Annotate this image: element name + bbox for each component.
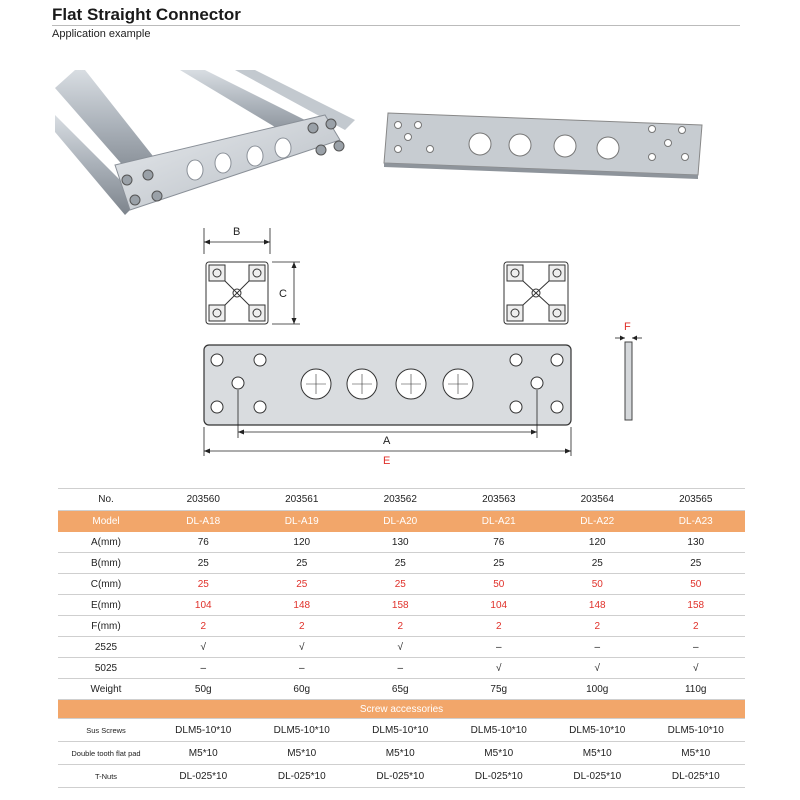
row-label: Sus Screws xyxy=(58,719,154,742)
table-cell: DL-025*10 xyxy=(647,765,746,788)
table-cell: DLM5-10*10 xyxy=(450,719,549,742)
row-label: Weight xyxy=(58,679,154,700)
table-cell: 203563 xyxy=(450,489,549,511)
table-cell: 104 xyxy=(450,595,549,616)
row-label: A(mm) xyxy=(58,532,154,553)
table-cell: √ xyxy=(450,658,549,679)
table-cell: 130 xyxy=(351,532,450,553)
row-label: Double tooth flat pad xyxy=(58,742,154,765)
table-cell: 148 xyxy=(253,595,352,616)
table-cell: 25 xyxy=(351,553,450,574)
table-cell: DL-A19 xyxy=(253,511,352,532)
plate-side-view xyxy=(625,342,632,420)
table-cell: 60g xyxy=(253,679,352,700)
table-cell: M5*10 xyxy=(351,742,450,765)
table-cell: 203564 xyxy=(548,489,647,511)
table-cell: 25 xyxy=(253,574,352,595)
table-cell: M5*10 xyxy=(450,742,549,765)
table-cell: √ xyxy=(647,658,746,679)
table-cell: √ xyxy=(154,637,253,658)
table-cell: 2 xyxy=(548,616,647,637)
table-cell: 110g xyxy=(647,679,746,700)
table-row-weight xyxy=(58,679,745,700)
application-example-photo xyxy=(55,70,365,235)
title-divider xyxy=(52,25,740,26)
table-cell: M5*10 xyxy=(154,742,253,765)
table-row-model xyxy=(58,511,745,532)
row-label: T-Nuts xyxy=(58,765,154,788)
table-cell: 50 xyxy=(450,574,549,595)
table-row-c xyxy=(58,574,745,595)
table-row-2525 xyxy=(58,637,745,658)
table-cell: DL-025*10 xyxy=(548,765,647,788)
table-cell: – xyxy=(647,637,746,658)
row-label: Model xyxy=(58,511,154,532)
page-title: Flat Straight Connector xyxy=(52,5,241,24)
table-cell: DL-A23 xyxy=(647,511,746,532)
table-cell: DLM5-10*10 xyxy=(154,719,253,742)
table-cell: √ xyxy=(253,637,352,658)
table-cell: DL-025*10 xyxy=(351,765,450,788)
table-cell: √ xyxy=(548,658,647,679)
table-cell: 76 xyxy=(450,532,549,553)
table-cell: 203565 xyxy=(647,489,746,511)
table-cell: 120 xyxy=(253,532,352,553)
table-cell: 50g xyxy=(154,679,253,700)
table-cell: DL-A22 xyxy=(548,511,647,532)
table-cell: – xyxy=(548,637,647,658)
table-cell: 2 xyxy=(351,616,450,637)
table-cell: 120 xyxy=(548,532,647,553)
row-label: 2525 xyxy=(58,637,154,658)
table-cell: 203562 xyxy=(351,489,450,511)
spec-table xyxy=(58,488,745,788)
table-cell: 203560 xyxy=(154,489,253,511)
profile-5025-section xyxy=(504,262,568,324)
row-label: 5025 xyxy=(58,658,154,679)
table-row-sus-screws xyxy=(58,719,745,742)
row-label: C(mm) xyxy=(58,574,154,595)
profile-2525-section xyxy=(206,262,268,324)
table-cell: 2 xyxy=(647,616,746,637)
table-cell: 203561 xyxy=(253,489,352,511)
table-cell: DL-A21 xyxy=(450,511,549,532)
table-cell: 158 xyxy=(351,595,450,616)
table-section-screw-accessories xyxy=(58,700,745,719)
table-cell: – xyxy=(154,658,253,679)
table-cell: DL-A18 xyxy=(154,511,253,532)
table-cell: DLM5-10*10 xyxy=(548,719,647,742)
row-label: F(mm) xyxy=(58,616,154,637)
dim-a-label: A xyxy=(383,435,391,447)
row-label: E(mm) xyxy=(58,595,154,616)
table-row-5025 xyxy=(58,658,745,679)
table-cell: – xyxy=(351,658,450,679)
dim-e-label: E xyxy=(383,455,391,467)
table-row-f xyxy=(58,616,745,637)
dim-c-label: C xyxy=(279,288,287,300)
row-label: B(mm) xyxy=(58,553,154,574)
table-cell: 25 xyxy=(154,553,253,574)
table-cell: 50 xyxy=(647,574,746,595)
table-cell: M5*10 xyxy=(548,742,647,765)
plate-front-view xyxy=(204,345,571,425)
table-row-flat-pad xyxy=(58,742,745,765)
table-cell: 25 xyxy=(154,574,253,595)
table-cell: DL-A20 xyxy=(351,511,450,532)
table-cell: M5*10 xyxy=(253,742,352,765)
table-cell: 2 xyxy=(154,616,253,637)
table-cell: M5*10 xyxy=(647,742,746,765)
table-cell: 25 xyxy=(450,553,549,574)
table-cell: 130 xyxy=(647,532,746,553)
table-cell: 25 xyxy=(253,553,352,574)
table-cell: – xyxy=(450,637,549,658)
table-row-no xyxy=(58,489,745,511)
table-row-t-nuts xyxy=(58,765,745,788)
table-cell: 25 xyxy=(647,553,746,574)
table-cell: 25 xyxy=(548,553,647,574)
table-cell: DL-025*10 xyxy=(253,765,352,788)
table-cell: DLM5-10*10 xyxy=(647,719,746,742)
table-cell: 104 xyxy=(154,595,253,616)
table-cell: 25 xyxy=(351,574,450,595)
table-row-a xyxy=(58,532,745,553)
page-subtitle: Application example xyxy=(52,28,151,40)
table-row-e xyxy=(58,595,745,616)
table-cell: 76 xyxy=(154,532,253,553)
row-label: No. xyxy=(58,489,154,511)
table-cell: 65g xyxy=(351,679,450,700)
table-cell: DL-025*10 xyxy=(154,765,253,788)
table-cell: 148 xyxy=(548,595,647,616)
table-cell: √ xyxy=(351,637,450,658)
table-cell: DLM5-10*10 xyxy=(253,719,352,742)
table-cell: – xyxy=(253,658,352,679)
table-cell: 158 xyxy=(647,595,746,616)
connector-plate-photo xyxy=(380,105,710,185)
table-cell: 75g xyxy=(450,679,549,700)
table-cell: 50 xyxy=(548,574,647,595)
dim-b-label: B xyxy=(233,226,241,238)
dim-f-label: F xyxy=(624,321,631,333)
table-cell: 2 xyxy=(450,616,549,637)
table-cell: DLM5-10*10 xyxy=(351,719,450,742)
table-cell: 100g xyxy=(548,679,647,700)
table-cell: DL-025*10 xyxy=(450,765,549,788)
table-cell: 2 xyxy=(253,616,352,637)
technical-drawing xyxy=(0,220,800,470)
section-title: Screw accessories xyxy=(58,700,745,719)
table-row-b xyxy=(58,553,745,574)
